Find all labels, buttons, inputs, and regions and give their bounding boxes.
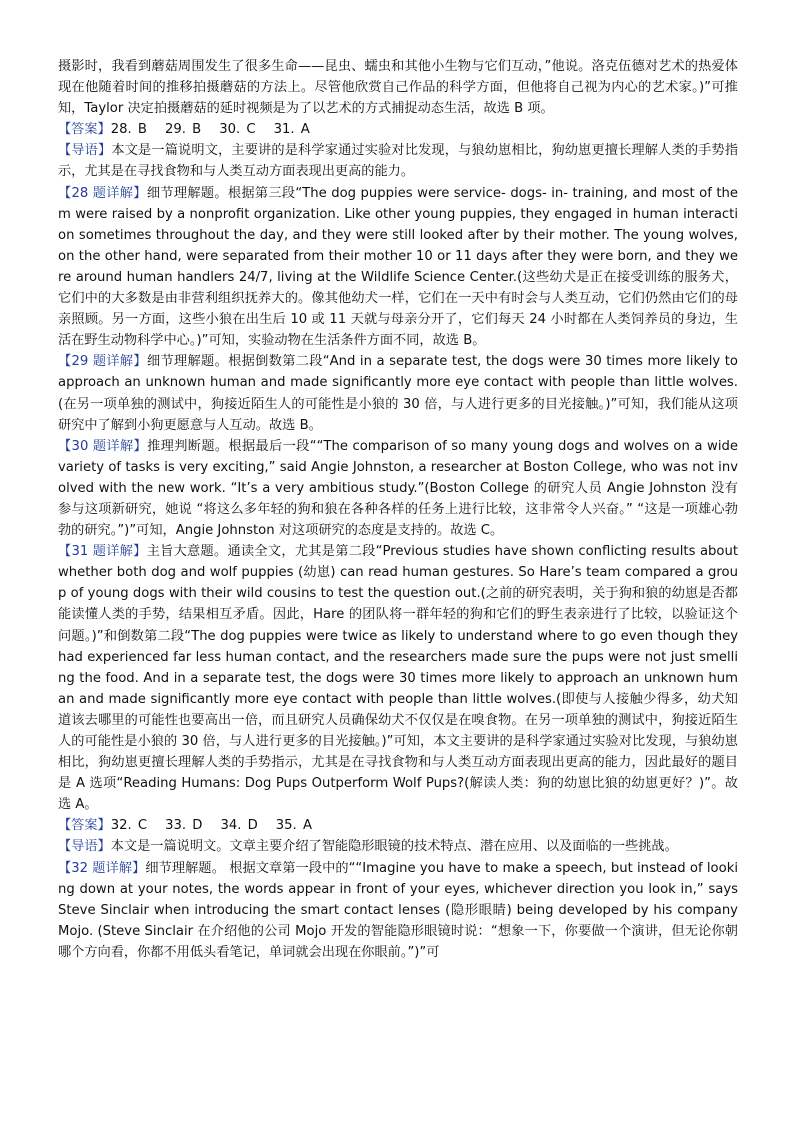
answer-item: 31. A xyxy=(273,122,310,138)
answer-item: 35. A xyxy=(275,818,312,834)
guide-tag: 【导语】 xyxy=(58,143,112,159)
question-tag: 【30 题详解】 xyxy=(58,438,148,454)
answer-line-1 xyxy=(58,119,738,140)
explanation-text: 细节理解题。 根据文章第一段中的““Imagine you have to make a speech, but instead of looking down at your notes, the words appear in front of your eyes, whichever direction you look in,” says Steve Sinclair when introducing the smart contact lenses (隐形眼睛) being developed by his company Mojo. (Steve Sinclair 在介绍他的公司 Mojo 开发的智能隐形眼镜时说：“想象一下，你要做一个演讲，但无论你朝哪个方向看，你都不用低头看笔记，单词就会出现在你眼前。”)”可 xyxy=(58,860,738,960)
answer-item: 28. B xyxy=(110,122,147,138)
answer-item: 33. D xyxy=(165,818,203,834)
answer-item: 32. C xyxy=(110,818,148,834)
question-29-explanation xyxy=(58,351,738,435)
paragraph-text: 摄影时，我看到蘑菇周围发生了很多生命——昆虫、蠕虫和其他小生物与它们互动，”他说。洛克伍德对艺术的热爱体现在他随着时间的推移拍摄蘑菇的方法上。尽管他欣赏自己作品的科学方面，但他将自己视为内心的艺术家。)”可推知，Taylor 决定拍摄蘑菇的延时视频是为了以艺术的方式捕捉动态生活，故选 B 项。 xyxy=(58,59,738,117)
guide-text: 本文是一篇说明文。文章主要介绍了智能隐形眼镜的技术特点、潜在应用、以及面临的一些挑战。 xyxy=(110,839,678,855)
guide-text: 本文是一篇说明文，主要讲的是科学家通过实验对比发现，与狼幼崽相比，狗幼崽更擅长理解人类的手势指示，尤其是在寻找食物和与人类互动方面表现出更高的能力。 xyxy=(58,143,739,180)
question-tag: 【28 题详解】 xyxy=(58,185,147,201)
question-tag: 【29 题详解】 xyxy=(58,354,147,370)
answer-tag: 【答案】 xyxy=(58,122,111,138)
question-tag: 【32 题详解】 xyxy=(58,860,146,876)
guide-1 xyxy=(58,140,738,182)
explanation-text: 推理判断题。根据最后一段““The comparison of so many young dogs and wolves on a wide variety of tasks is very exciting,” said Angie Johnston, a researcher at Boston College, who was not involved with the new work. “It’s a very ambitious study.”(Boston College 的研究人员 Angie Johnston 没有参与这项新研究，她说 “将这么多年轻的狗和狼在各种各样的任务上进行比较，这非常令人兴奋。” “这是一项雄心勃勃的研究。”)”可知，Angie Johnston 对这项研究的态度是支持的。故选 C。 xyxy=(58,438,738,539)
guide-2 xyxy=(58,836,738,857)
question-30-explanation xyxy=(58,436,738,541)
answer-item: 29. B xyxy=(164,122,202,138)
paragraph-intro xyxy=(58,56,738,119)
answer-item: 30. C xyxy=(219,122,256,138)
guide-tag: 【导语】 xyxy=(58,839,111,855)
question-31-explanation xyxy=(58,541,738,815)
answer-item: 34. D xyxy=(220,818,258,834)
explanation-text: 主旨大意题。通读全文，尤其是第二段“Previous studies have shown conflicting results about whether both dog and wolf puppies (幼崽) can read human gestures. So Hare’s team compared a group of young dogs with their wild cousins to test the question out.(之前的研究表明，关于狗和狼的幼崽是否都能读懂人类的手势，结果相互矛盾。因此，Hare 的团队将一群年轻的狗和它们的野生表亲进行了比较，以验证这个问题。)”和倒数第二段“The dog puppies were twice as likely to understand where to go even though they had experienced far less human contact, and the researchers made sure the pups were not just smelling the food. And in a separate test, the dogs were 30 times more likely to approach an unknown human and made significantly more eye contact with people than little wolves.(即使与人接触少得多，幼犬知道该去哪里的可能性也要高出一倍，而且研究人员确保幼犬不仅仅是在嗅食物。在另一项单独的测试中，狗接近陌生人的可能性是小狼的 30 倍，与人进行更多的目光接触。)”可知，本文主要讲的是科学家通过实验对比发现，与狼幼崽相比，狗幼崽更擅长理解人类的手势指示，尤其是在寻找食物和与人类互动方面表现出更高的能力，因此最好的题目是 A 选项“Reading Humans: Dog Pups Outperform Wolf Pups?(解读人类：狗的幼崽比狼的幼崽更好？)”。故选 A。 xyxy=(58,544,738,813)
question-28-explanation xyxy=(58,183,738,352)
explanation-text: 细节理解题。根据倒数第二段“And in a separate test, the dogs were 30 times more likely to approach an unknown human and made significantly more eye contact with people than little wolves.(在另一项单独的测试中，狗接近陌生人的可能性是小狼的 30 倍，与人进行更多的目光接触。)”可知，我们能从这项研究中了解到小狗更愿意与人互动。故选 B。 xyxy=(58,354,738,433)
answer-line-2 xyxy=(58,815,738,836)
question-tag: 【31 题详解】 xyxy=(58,544,147,560)
document-page xyxy=(58,56,738,963)
question-32-explanation xyxy=(58,858,738,963)
answer-tag: 【答案】 xyxy=(58,818,111,834)
explanation-text: 细节理解题。根据第三段“The dog puppies were service- dogs- in- training, and most of them were raised by a nonprofit organization. Like other young puppies, they engaged in human interaction sometimes throughout the day, and they were still looked after by their mother. The young wolves, on the other hand, were separated from their mother 10 or 11 days after they were born, and they were around human handlers 24/7, living at the Wildlife Science Center.(这些幼犬是正在接受训练的服务犬，它们中的大多数是由非营利组织抚养大的。像其他幼犬一样，它们在一天中有时会与人类互动，它们仍然由它们的母亲照顾。另一方面，这些小狼在出生后 10 或 11 天就与母亲分开了，它们每天 24 小时都在人类饲养员的身边，生活在野生动物科学中心。)”可知，实验动物在生活条件方面不同，故选 B。 xyxy=(58,185,738,349)
